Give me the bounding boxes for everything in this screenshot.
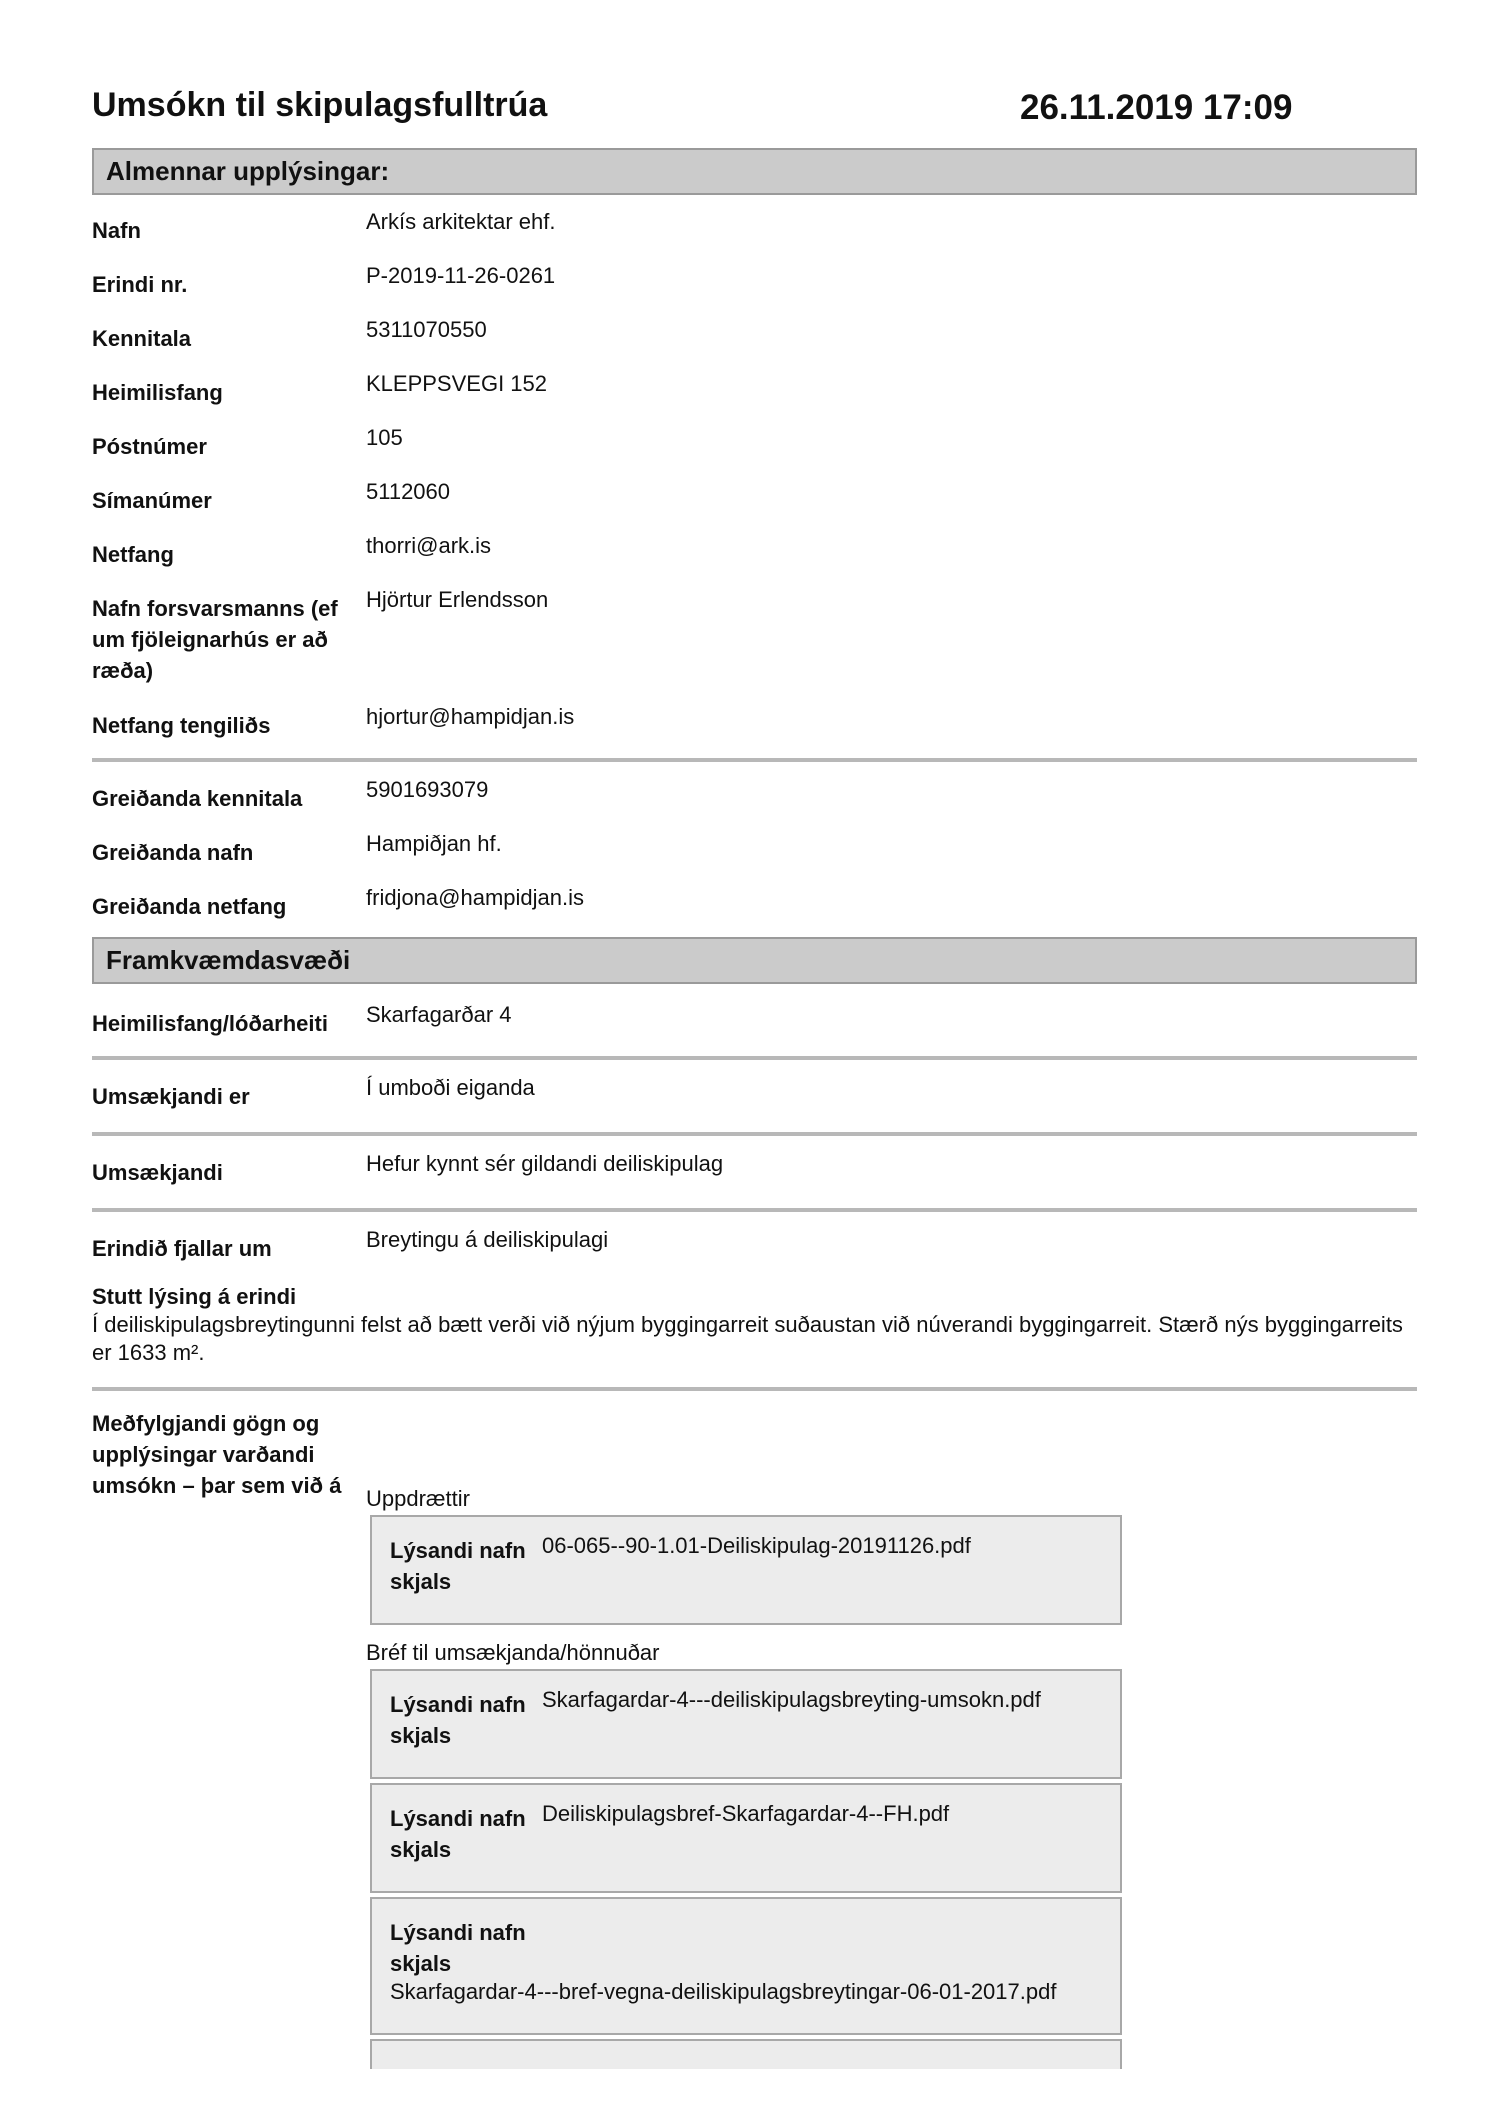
divider [92, 1387, 1417, 1391]
divider [92, 1132, 1417, 1136]
document-title: Umsókn til skipulagsfulltrúa [92, 86, 548, 124]
field-label: Greiðanda kennitala [92, 786, 303, 811]
description-text: Í deiliskipulagsbreytingunni felst að bætt verði við nýjum byggingarreit suðaustan við núverandi byggingarreit. Stærð nýs byggingarreits er 1633 m². [92, 1312, 1403, 1365]
description-label: Stutt lýsing á erindi [92, 1284, 297, 1309]
field-value: thorri@ark.is [366, 533, 492, 558]
attachment-filename[interactable]: Deiliskipulagsbref-Skarfagardar-4--FH.pdf [542, 1801, 950, 1826]
section-project-area-heading: Framkvæmdasvæði [92, 937, 1417, 984]
field-label: Umsækjandi [92, 1160, 223, 1185]
field-value: hjortur@hampidjan.is [366, 704, 575, 729]
field-value: 5901693079 [366, 777, 489, 802]
field-value: 5112060 [366, 479, 451, 504]
attachment-category-letters: Bréf til umsækjanda/hönnuðar [366, 1640, 660, 1665]
attachment-file-partial [370, 2039, 1122, 2069]
field-value: Í umboði eiganda [366, 1075, 535, 1100]
field-label: Greiðanda netfang [92, 894, 287, 919]
field-label: Heimilisfang [92, 380, 223, 405]
application-page [92, 0, 1419, 2004]
attachment-filename[interactable]: Skarfagardar-4---bref-vegna-deiliskipulagsbreytingar-06-01-2017.pdf [390, 1979, 1057, 2004]
document-header [92, 0, 1419, 145]
attachment-file[interactable] [370, 1669, 1122, 1779]
attachment-file[interactable] [370, 1515, 1122, 1625]
field-value: Arkís arkitektar ehf. [366, 209, 556, 234]
attachment-key-label: Lýsandi nafn skjals [390, 1692, 526, 1748]
field-value: 5311070550 [366, 317, 487, 342]
attachment-key-label: Lýsandi nafn skjals [390, 1920, 526, 1976]
field-label: Kennitala [92, 326, 192, 351]
field-value: fridjona@hampidjan.is [366, 885, 585, 910]
field-label: Símanúmer [92, 488, 212, 513]
attachment-file[interactable] [370, 1783, 1122, 1893]
divider [92, 1056, 1417, 1060]
field-value: 105 [366, 425, 403, 450]
field-label: Nafn forsvarsmanns (ef um fjöleignarhús er að ræða) [92, 596, 338, 683]
field-value: P-2019-11-26-0261 [366, 263, 556, 288]
attachment-category-drawings: Uppdrættir [366, 1486, 470, 1511]
attachments-label: Meðfylgjandi gögn og upplýsingar varðandi umsókn – þar sem við á [92, 1411, 342, 1498]
field-value: Hjörtur Erlendsson [366, 587, 549, 612]
field-value: Hefur kynnt sér gildandi deiliskipulag [366, 1151, 724, 1176]
field-value: Skarfagarðar 4 [366, 1002, 512, 1027]
attachment-key-label: Lýsandi nafn skjals [390, 1806, 526, 1862]
attachment-filename[interactable]: Skarfagardar-4---deiliskipulagsbreyting-umsokn.pdf [542, 1687, 1041, 1712]
field-label: Heimilisfang/lóðarheiti [92, 1011, 328, 1036]
field-label: Erindið fjallar um [92, 1236, 272, 1261]
field-label: Netfang [92, 542, 174, 567]
attachment-filename[interactable]: 06-065--90-1.01-Deiliskipulag-20191126.pdf [542, 1533, 971, 1558]
attachment-key-label: Lýsandi nafn skjals [390, 1538, 526, 1594]
field-value: Breytingu á deiliskipulagi [366, 1227, 609, 1252]
field-label: Greiðanda nafn [92, 840, 254, 865]
field-value: Hampiðjan hf. [366, 831, 502, 856]
field-label: Netfang tengiliðs [92, 713, 271, 738]
attachment-file[interactable] [370, 1897, 1122, 2035]
field-value: KLEPPSVEGI 152 [366, 371, 547, 396]
field-label: Póstnúmer [92, 434, 207, 459]
field-label: Nafn [92, 218, 141, 243]
document-datetime: 26.11.2019 17:09 [1020, 88, 1293, 127]
divider [92, 758, 1417, 762]
field-label: Erindi nr. [92, 272, 188, 297]
section-general-info-heading: Almennar upplýsingar: [92, 148, 1417, 195]
divider [92, 1208, 1417, 1212]
field-label: Umsækjandi er [92, 1084, 250, 1109]
